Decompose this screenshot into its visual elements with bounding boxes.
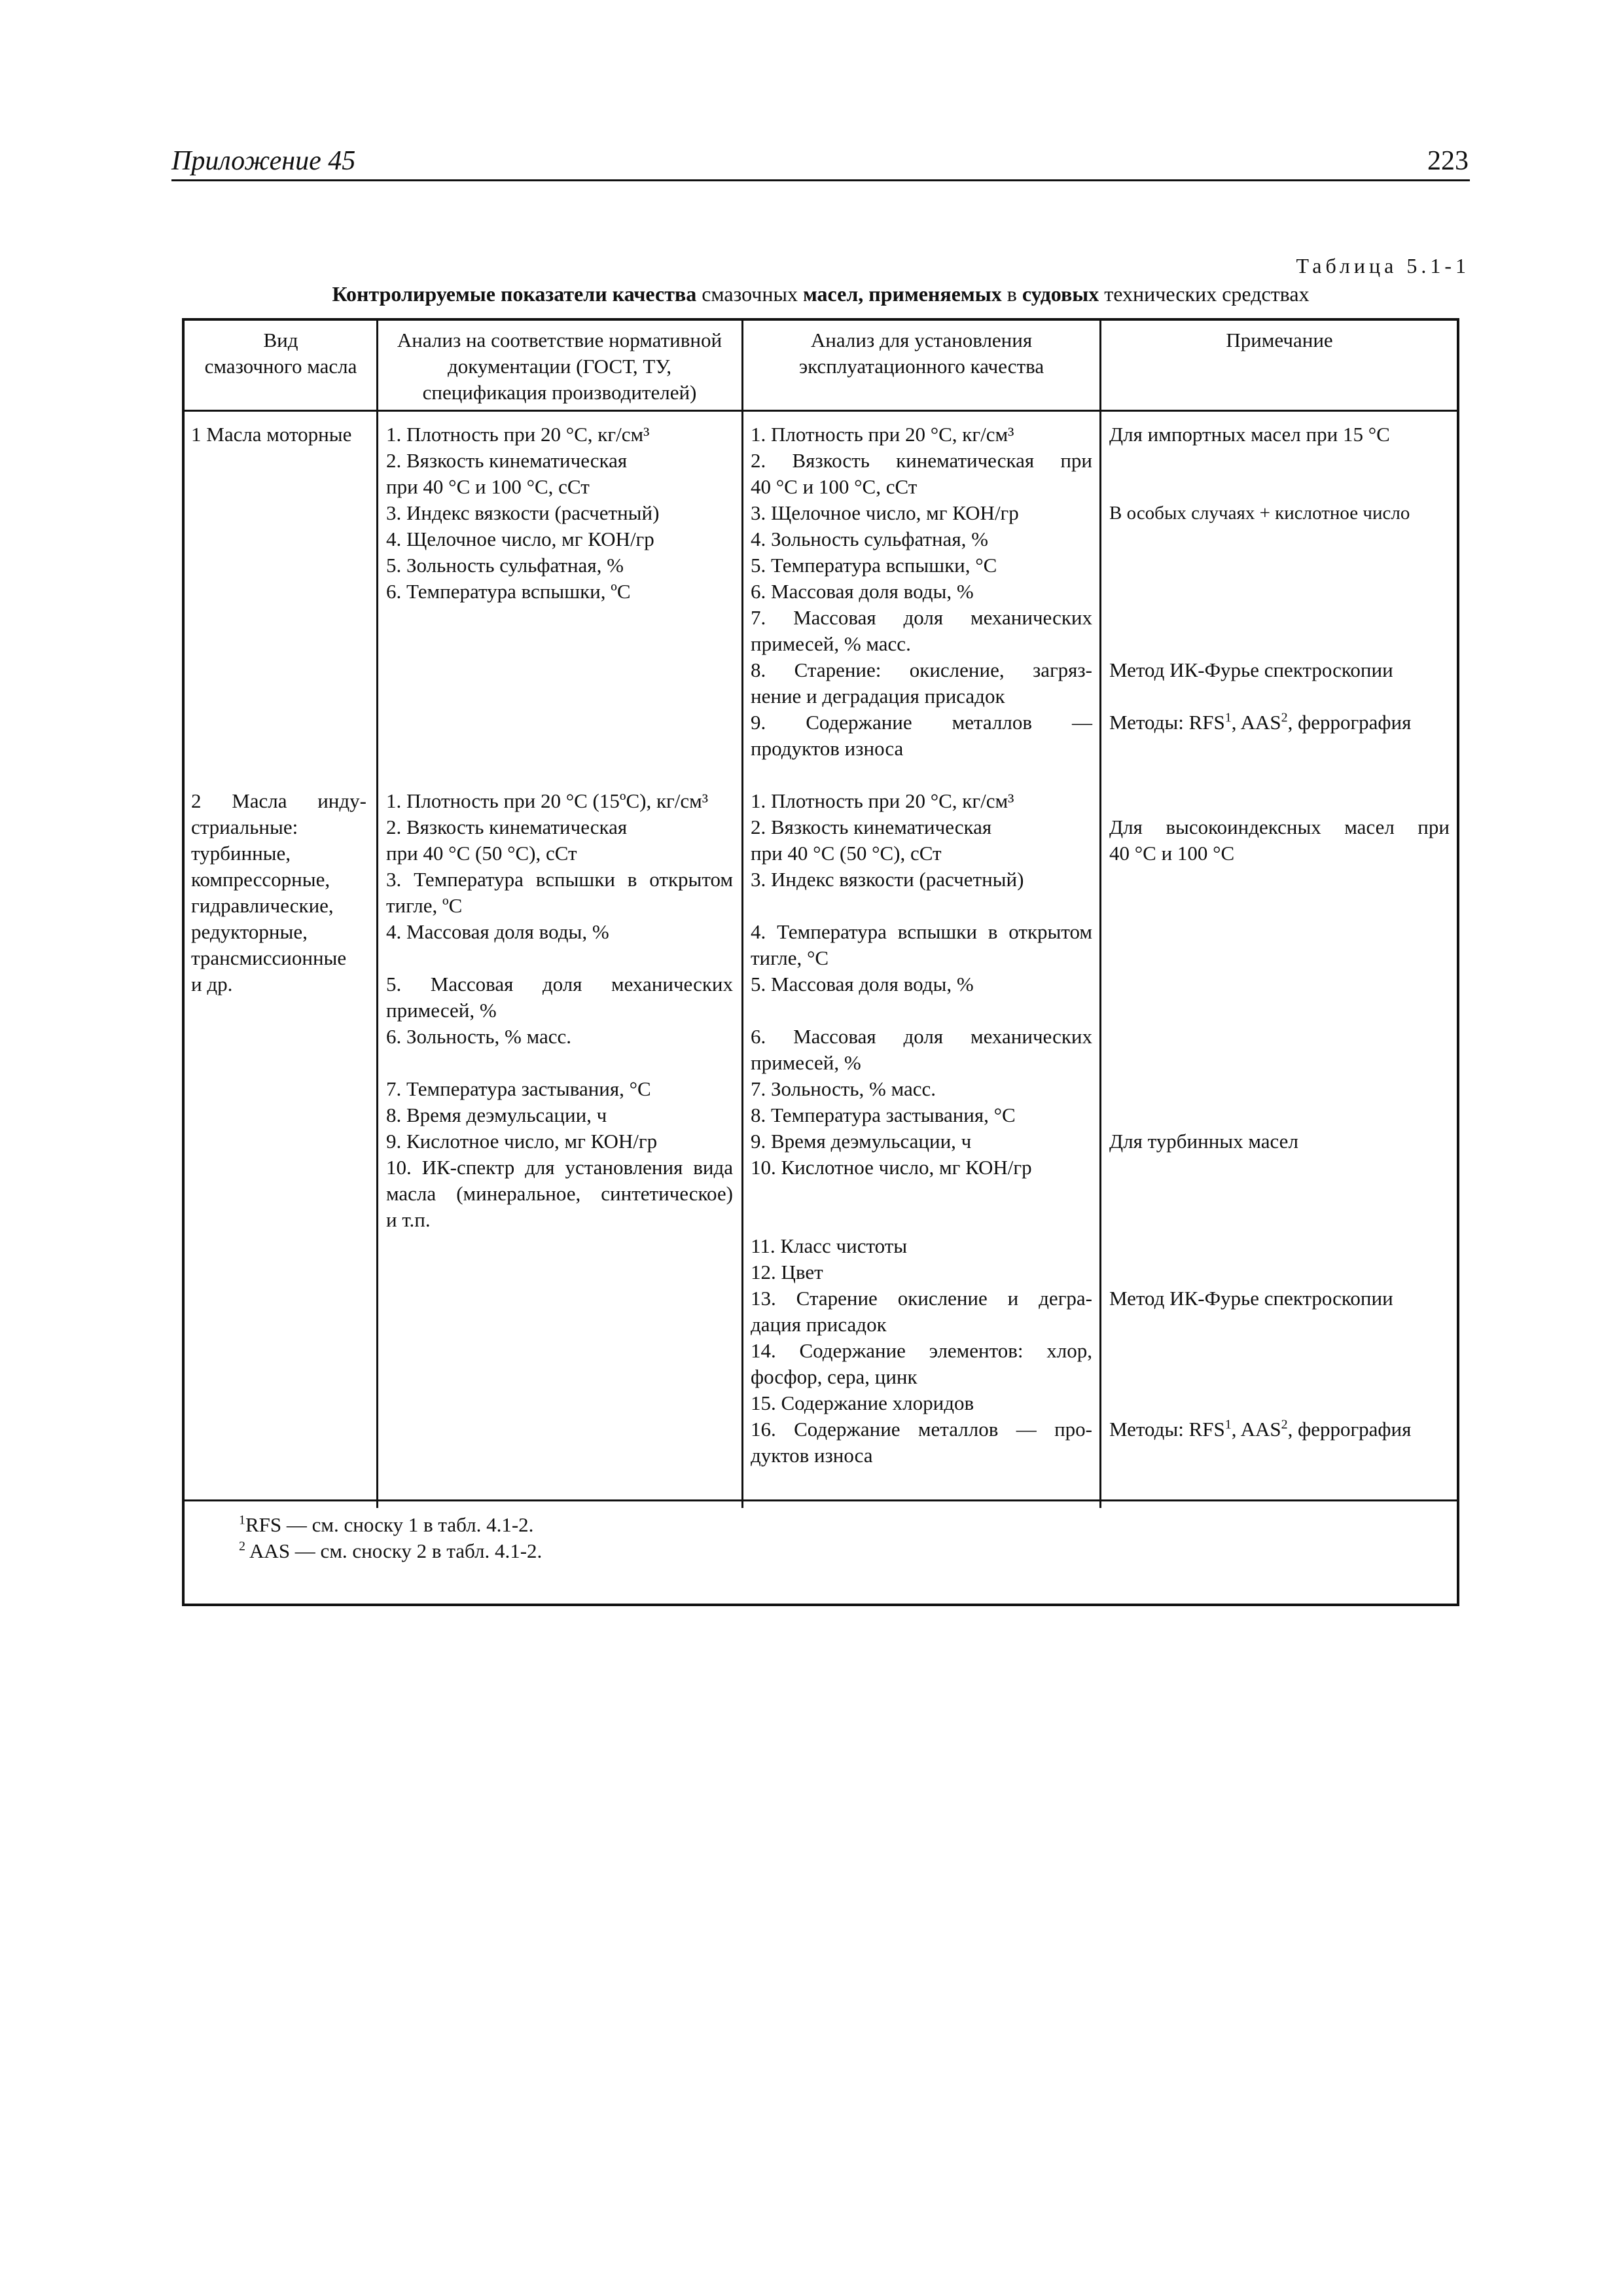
cell-line: 5. Зольность сульфатная, % (386, 554, 624, 577)
cell-line: 9. Содержание металлов — (751, 711, 1092, 734)
cell-line: 6. Температура вспышки, ºС (386, 580, 631, 603)
cell-line (751, 997, 1092, 1024)
cell-line: Вид (263, 329, 298, 351)
note-import-oils: Для импортных масел при 15 °С (1109, 423, 1390, 446)
table-title-fragment: средствах (1222, 282, 1310, 306)
note-ftir-method: Метод ИК-Фурье спектроскопии (1109, 1287, 1393, 1310)
cell-line: фосфор, сера, цинк (751, 1365, 918, 1388)
cell-line: 3. Индекс вязкости (расчетный) (751, 868, 1024, 891)
cell-line: 6. Зольность, % масс. (386, 1025, 572, 1048)
cell-line: 6. Массовая доля механических (751, 1025, 1092, 1048)
table-footnotes (239, 1512, 542, 1564)
cell-line: 1. Плотность при 20 °С, кг/см³ (751, 789, 1014, 812)
table-title-fragment: масел, применяемых (802, 282, 1007, 306)
operational-analysis-motor (751, 422, 1092, 762)
cell-line: 3. Щелочное число, мг КОН/гр (751, 501, 1019, 524)
cell-line: документации (ГОСТ, ТУ, (448, 355, 671, 378)
table-title-fragment: смазочных (702, 282, 803, 306)
cell-line: продуктов износа (751, 737, 904, 760)
cell-line: спецификация производителей) (422, 381, 697, 404)
cell-line (751, 893, 1092, 919)
cell-line: 3. Индекс вязкости (расчетный) (386, 501, 660, 524)
note-special-cases: В особых случаях + кислотное число (1109, 503, 1410, 524)
column-header-type (190, 327, 372, 380)
column-divider (1099, 318, 1101, 1508)
oil-type-motor (191, 422, 372, 448)
cell-line: 4. Щелочное число, мг КОН/гр (386, 528, 654, 550)
cell-line: 1 Масла моторные (191, 423, 352, 446)
cell-line: 10. Кислотное число, мг КОН/гр (751, 1156, 1032, 1179)
cell-line: 2. Вязкость кинематическая (386, 449, 628, 472)
cell-line: 5. Массовая доля воды, % (751, 973, 974, 996)
cell-line: 2. Вязкость кинематическая при (751, 449, 1092, 472)
cell-line: тигле, °С (751, 946, 829, 969)
cell-line: тигле, ºС (386, 894, 463, 917)
note-high-index-temps: 40 °С и 100 °С (1109, 842, 1235, 865)
cell-line: 2. Вязкость кинематическая (386, 816, 628, 838)
cell-line: 2. Вязкость кинематическая (751, 816, 992, 838)
table-title (171, 282, 1470, 306)
column-header-normative (383, 327, 736, 406)
cell-line: 16. Содержание металлов — про- (751, 1418, 1092, 1441)
cell-line: 7. Массовая доля механических (751, 606, 1092, 629)
cell-line: 4. Температура вспышки в открытом (751, 920, 1092, 943)
normative-analysis-industrial (386, 788, 733, 1233)
note-high-index-oils: Для высокоиндексных масел при (1109, 816, 1450, 838)
cell-line: 1. Плотность при 20 °С (15ºС), кг/см³ (386, 789, 709, 812)
cell-line: 40 °С и 100 °С, сСт (751, 475, 918, 498)
cell-line: 9. Время деэмульсации, ч (751, 1130, 972, 1153)
cell-line: 2 Масла инду- (191, 789, 366, 812)
oil-type-industrial (191, 788, 366, 997)
cell-line: 15. Содержание хлоридов (751, 1391, 974, 1414)
cell-line (386, 1050, 733, 1076)
footnote-rfs: $^1$RFS — см. сноску 1 в табл. 4.1-2. (239, 1513, 534, 1536)
cell-line: Примечание (1226, 329, 1333, 351)
note-metal-methods: Методы: RFS$^1$, AAS$^2$, феррография (1109, 1417, 1412, 1441)
cell-line (751, 1181, 1092, 1207)
header-row-divider (182, 410, 1459, 412)
cell-line: Анализ для установления (810, 329, 1033, 351)
cell-line: 3. Температура вспышки в открытом (386, 868, 733, 891)
page-number: 223 (1427, 146, 1469, 176)
cell-line: стриальные: (191, 816, 298, 838)
cell-line: масла (минеральное, синтетическое) (386, 1182, 733, 1205)
note-turbine-oils: Для турбинных масел (1109, 1130, 1298, 1153)
cell-line: трансмиссионные (191, 946, 347, 969)
cell-line: дация присадок (751, 1313, 887, 1336)
cell-line: примесей, % масс. (751, 632, 911, 655)
normative-analysis-motor (386, 422, 733, 605)
cell-line: турбинные, (191, 842, 291, 865)
cell-line: нение и деградация присадок (751, 685, 1005, 708)
cell-line: при 40 °С и 100 °С, сСт (386, 475, 590, 498)
cell-line: смазочного масла (204, 355, 357, 378)
cell-line: при 40 °С (50 °С), сСт (386, 842, 577, 865)
note-metal-methods: Методы: RFS$^1$, AAS$^2$, феррография (1109, 710, 1412, 734)
cell-line: 14. Содержание элементов: хлор, (751, 1339, 1092, 1362)
cell-line: 13. Старение окисление и дегра- (751, 1287, 1092, 1310)
cell-line: 1. Плотность при 20 °С, кг/см³ (751, 423, 1014, 446)
column-divider (376, 318, 378, 1508)
cell-line: 9. Кислотное число, мг КОН/гр (386, 1130, 658, 1153)
cell-line: 4. Массовая доля воды, % (386, 920, 609, 943)
cell-line: 5. Температура вспышки, °С (751, 554, 997, 577)
cell-line: и т.п. (386, 1208, 431, 1231)
cell-line: 8. Старение: окисление, загряз- (751, 658, 1092, 681)
cell-line: 8. Температура застывания, °С (751, 1103, 1016, 1126)
note-ftir-method: Метод ИК-Фурье спектроскопии (1109, 658, 1393, 681)
cell-line: эксплуатационного качества (798, 355, 1044, 378)
table-title-fragment: технических (1104, 282, 1222, 306)
running-header-title: Приложение 45 (171, 146, 356, 176)
cell-line: 6. Массовая доля воды, % (751, 580, 974, 603)
cell-line: при 40 °С (50 °С), сСт (751, 842, 942, 865)
cell-line: компрессорные, (191, 868, 330, 891)
table-title-fragment: в (1007, 282, 1022, 306)
cell-line: 7. Зольность, % масс. (751, 1077, 936, 1100)
cell-line: и др. (191, 973, 233, 996)
footnote-aas: $^2$ AAS — см. сноску 2 в табл. 4.1-2. (239, 1539, 543, 1562)
cell-line: 12. Цвет (751, 1261, 823, 1283)
cell-line: дуктов износа (751, 1444, 873, 1467)
header-rule (171, 179, 1470, 181)
cell-line: 7. Температура застывания, °С (386, 1077, 651, 1100)
cell-line: редукторные, (191, 920, 308, 943)
cell-line: примесей, % (386, 999, 497, 1022)
column-header-notes (1106, 327, 1453, 353)
table-title-fragment: качества (612, 282, 702, 306)
cell-line: 5. Массовая доля механических (386, 973, 733, 996)
cell-line (386, 945, 733, 971)
cell-line: гидравлические, (191, 894, 334, 917)
table-title-fragment: Контролируемые показатели (332, 282, 613, 306)
column-divider (741, 318, 743, 1508)
cell-line: 8. Время деэмульсации, ч (386, 1103, 607, 1126)
table-title-fragment: судовых (1022, 282, 1105, 306)
cell-line: 10. ИК-спектр для установления вида (386, 1156, 733, 1179)
column-header-operational (748, 327, 1095, 380)
table-number: Таблица 5.1-1 (1296, 254, 1470, 278)
footnote-row-divider (182, 1499, 1459, 1501)
cell-line (751, 1207, 1092, 1233)
cell-line: 11. Класс чистоты (751, 1234, 908, 1257)
cell-line: Анализ на соответствие нормативной (397, 329, 722, 351)
cell-line: 1. Плотность при 20 °С, кг/см³ (386, 423, 650, 446)
cell-line: примесей, % (751, 1051, 861, 1074)
operational-analysis-industrial (751, 788, 1092, 1469)
cell-line: 4. Зольность сульфатная, % (751, 528, 988, 550)
